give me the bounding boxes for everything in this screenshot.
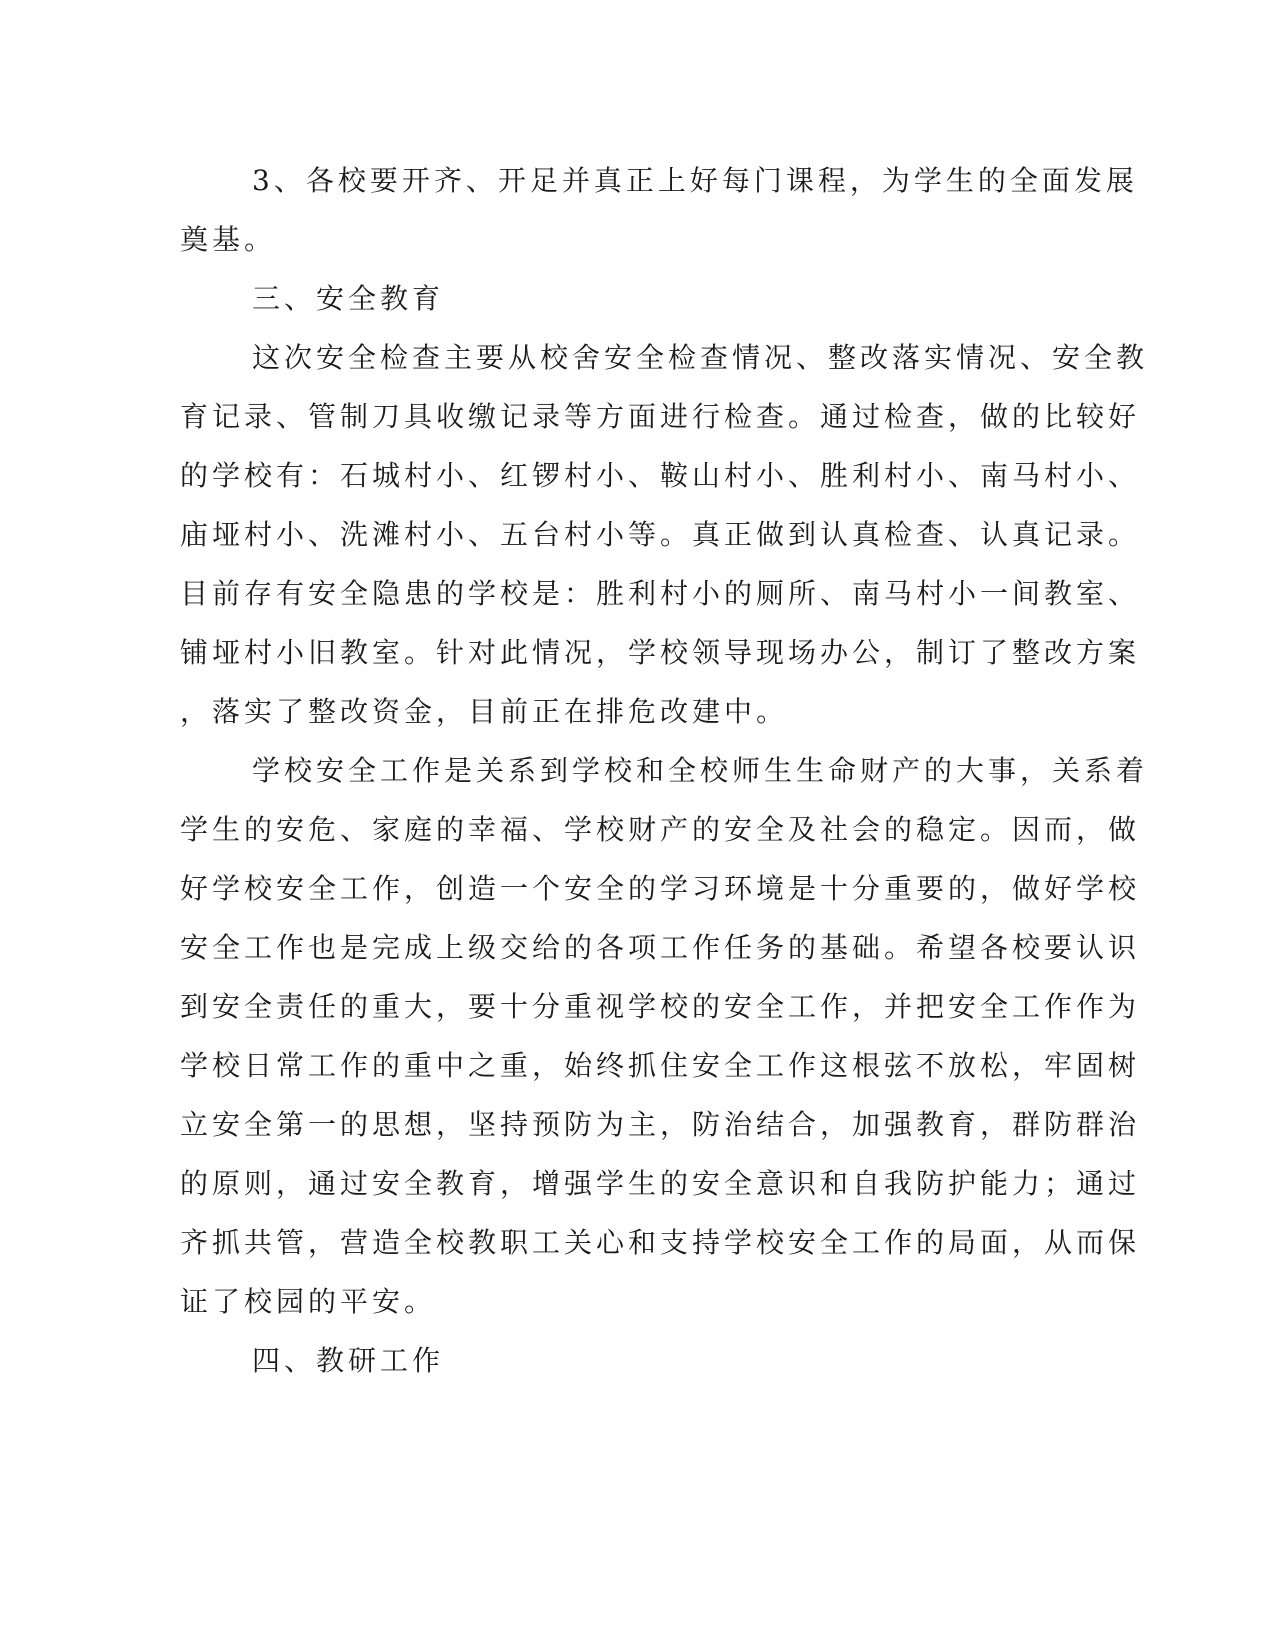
- paragraph-line: 这次安全检查主要从校舍安全检查情况、整改落实情况、安全教: [252, 341, 1149, 374]
- paragraph-line: 学生的安危、家庭的幸福、学校财产的安全及社会的稳定。因而，做: [180, 813, 1141, 846]
- paragraph-line: 学校日常工作的重中之重，始终抓住安全工作这根弦不放松，牢固树: [180, 1049, 1141, 1082]
- paragraph-line: 3、各校要开齐、开足并真正上好每门课程，为学生的全面发展: [252, 164, 1138, 197]
- paragraph-line: 学校安全工作是关系到学校和全校师生生命财产的大事，关系着: [252, 754, 1149, 787]
- paragraph-line: 证了校园的平安。: [180, 1285, 437, 1318]
- section-heading: 三、安全教育: [252, 282, 445, 315]
- paragraph-line: ，落实了整改资金，目前正在排危改建中。: [180, 695, 789, 728]
- paragraph-line: 目前存有安全隐患的学校是：胜利村小的厕所、南马村小一间教室、: [180, 577, 1141, 610]
- section-heading: 四、教研工作: [252, 1344, 445, 1377]
- paragraph-line: 的原则，通过安全教育，增强学生的安全意识和自我防护能力；通过: [180, 1167, 1141, 1200]
- paragraph-line: 庙垭村小、洗滩村小、五台村小等。真正做到认真检查、认真记录。: [180, 518, 1141, 551]
- paragraph-line: 好学校安全工作，创造一个安全的学习环境是十分重要的，做好学校: [180, 872, 1141, 905]
- paragraph-line: 育记录、管制刀具收缴记录等方面进行检查。通过检查，做的比较好: [180, 400, 1141, 433]
- paragraph-line: 立安全第一的思想，坚持预防为主，防治结合，加强教育，群防群治: [180, 1108, 1141, 1141]
- paragraph-line: 到安全责任的重大，要十分重视学校的安全工作，并把安全工作作为: [180, 990, 1141, 1023]
- paragraph-line: 齐抓共管，营造全校教职工关心和支持学校安全工作的局面，从而保: [180, 1226, 1141, 1259]
- paragraph-line: 奠基。: [180, 223, 277, 256]
- paragraph-line: 的学校有：石城村小、红锣村小、鞍山村小、胜利村小、南马村小、: [180, 459, 1141, 492]
- paragraph-line: 安全工作也是完成上级交给的各项工作任务的基础。希望各校要认识: [180, 931, 1141, 964]
- paragraph-line: 铺垭村小旧教室。针对此情况，学校领导现场办公，制订了整改方案: [180, 636, 1141, 669]
